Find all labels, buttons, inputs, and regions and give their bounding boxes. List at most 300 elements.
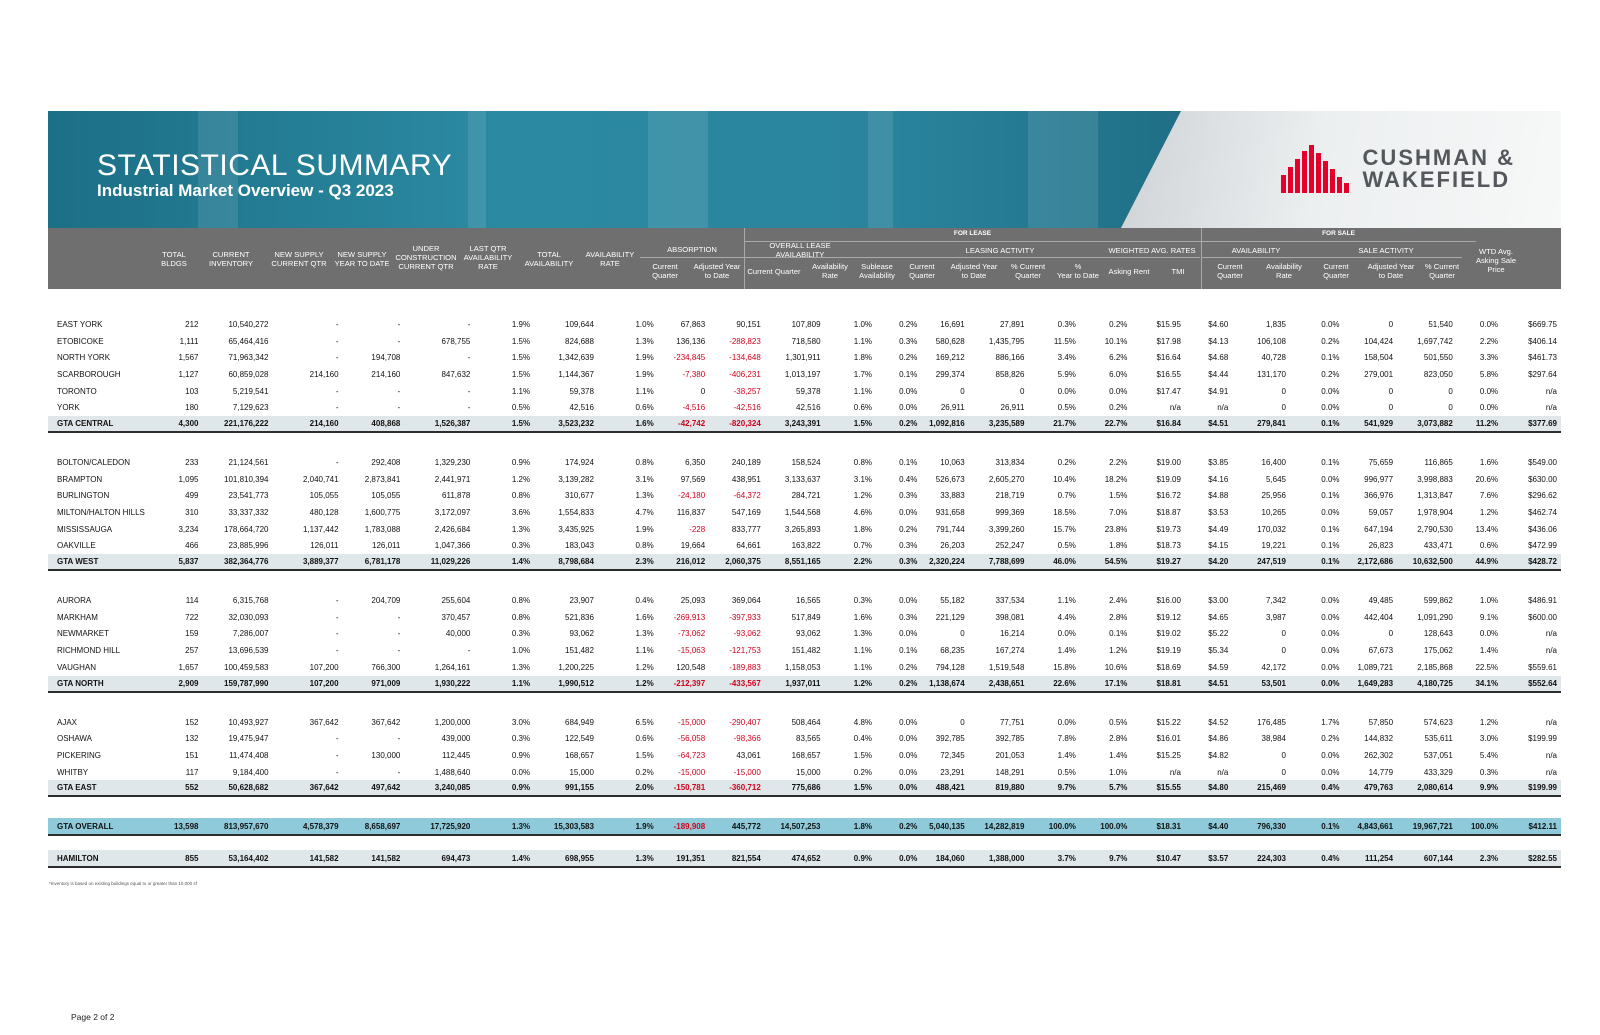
table-cell: 824,688 [565, 336, 594, 346]
page-title: STATISTICAL SUMMARY [97, 149, 453, 182]
table-cell: 7,286,007 [232, 629, 269, 639]
table-cell: 2,438,651 [969, 676, 1029, 692]
table-cell: 1.3% [511, 524, 531, 534]
table-cell: 819,880 [969, 780, 1029, 796]
table-cell: 0.5% [1057, 541, 1076, 551]
table-cell: 168,657 [791, 750, 821, 760]
table-cell: 247,519 [1232, 554, 1290, 570]
table-cell: 221,129 [935, 612, 965, 622]
market-name: GTA NORTH [48, 676, 155, 692]
table-cell: 130,000 [371, 750, 401, 760]
table-cell: 16,691 [940, 319, 965, 329]
table-cell: 1.4% [1057, 646, 1076, 656]
table-cell: n/a [1545, 767, 1557, 777]
table-cell: $199.99 [1528, 734, 1557, 744]
table-cell: -15,000 [678, 717, 706, 727]
table-cell: 0.2% [635, 767, 654, 777]
table-cell: $3.57 [1185, 850, 1232, 867]
table-cell: $15.95 [1156, 319, 1181, 329]
table-cell: $4.88 [1208, 491, 1229, 501]
table-cell: $4.65 [1208, 612, 1229, 622]
table-cell: 1.1% [635, 646, 654, 656]
table-cell: 3.4% [1057, 353, 1076, 363]
table-cell: $297.64 [1528, 369, 1557, 379]
table-cell: 2.3% [598, 554, 658, 570]
table-cell: 3,133,637 [784, 474, 821, 484]
col-wtd-price: WTD Avg. Asking Sale Price [1475, 247, 1517, 274]
table-cell: -73,062 [678, 629, 706, 639]
table-cell: $377.69 [1502, 416, 1561, 432]
table-cell: 2,060,375 [709, 554, 765, 570]
table-cell: 855 [155, 850, 202, 867]
table-cell: 886,166 [995, 353, 1025, 363]
table-cell: 5,645 [1265, 474, 1286, 484]
table-cell: 2.0% [598, 780, 658, 796]
table-cell: 1.5% [825, 780, 876, 796]
table-cell: 255,604 [441, 596, 471, 606]
table-cell: 1,930,222 [404, 676, 474, 692]
table-cell: 0.1% [1290, 818, 1344, 835]
hamilton-row [48, 850, 1561, 867]
table-cell: 1,313,847 [1417, 491, 1453, 501]
table-cell: 1,342,639 [558, 353, 594, 363]
table-cell: 0 [960, 629, 965, 639]
table-cell: 0.7% [853, 541, 872, 551]
table-cell: 9,184,400 [232, 767, 269, 777]
table-cell: 8,551,165 [765, 554, 825, 570]
table-cell: 184,060 [921, 850, 968, 867]
table-cell: $486.91 [1528, 596, 1557, 606]
table-cell: 574,623 [1423, 717, 1453, 727]
table-cell: 176,485 [1257, 717, 1286, 727]
col-abs-current: Current Quarter [652, 262, 678, 280]
col-sa-rate: Availability Rate [1266, 262, 1302, 280]
table-cell: 13.4% [1475, 524, 1499, 534]
table-cell: 1.8% [853, 353, 872, 363]
table-cell: 0.0% [899, 750, 918, 760]
table-cell: 65,464,416 [228, 336, 269, 346]
table-cell: 0 [1281, 629, 1286, 639]
table-cell: 16,400 [1261, 457, 1286, 467]
table-cell: -15,000 [678, 767, 706, 777]
table-cell: 117 [185, 767, 199, 777]
table-cell: 0.5% [1057, 403, 1076, 413]
table-row [48, 609, 1561, 626]
table-cell: 17.1% [1080, 676, 1131, 692]
table-cell: 1.3% [598, 850, 658, 867]
table-row [48, 747, 1561, 764]
table-cell: 694,473 [404, 850, 474, 867]
table-cell: 104,424 [1364, 336, 1394, 346]
table-cell: 0.0% [899, 508, 918, 518]
table-cell: 718,580 [791, 336, 821, 346]
table-cell: 11.5% [1053, 336, 1076, 346]
table-cell: 19,475,947 [228, 734, 269, 744]
table-cell: 3,243,391 [765, 416, 825, 432]
table-cell: 0.9% [511, 750, 531, 760]
table-cell: 0 [1388, 403, 1394, 413]
table-cell: 32,030,093 [228, 612, 269, 622]
table-cell: 25,093 [680, 596, 706, 606]
table-cell: 2,790,530 [1417, 524, 1453, 534]
table-cell: -64,723 [678, 750, 706, 760]
spacer-cell [48, 570, 1561, 592]
table-cell: 107,200 [309, 662, 339, 672]
table-cell: 1.0% [635, 319, 654, 329]
table-cell: 1.8% [853, 524, 872, 534]
table-cell: 49,485 [1368, 596, 1394, 606]
table-cell: - [397, 629, 401, 639]
table-cell: 4,180,725 [1397, 676, 1457, 692]
table-cell: 813,957,670 [202, 818, 272, 835]
region-total-row [48, 780, 1561, 796]
table-cell: 611,878 [442, 491, 471, 501]
table-cell: 4.6% [853, 508, 872, 518]
table-cell: 2,426,684 [434, 524, 471, 534]
table-cell: $4.86 [1208, 734, 1229, 744]
table-cell: 93,062 [796, 629, 821, 639]
table-cell: 44.9% [1457, 554, 1502, 570]
table-cell: 1.3% [853, 629, 872, 639]
table-cell: 438,951 [731, 474, 761, 484]
table-cell: 1,047,366 [434, 541, 471, 551]
market-name: MISSISSAUGA [57, 524, 113, 534]
table-cell: 1.1% [511, 386, 531, 396]
table-cell: -288,823 [729, 336, 761, 346]
table-cell: $4.91 [1208, 386, 1229, 396]
col-ol-current: Current Quarter [747, 267, 801, 276]
table-cell: 0.3% [899, 612, 918, 622]
table-cell: 684,949 [565, 717, 594, 727]
table-cell: 0.0% [1321, 596, 1340, 606]
table-cell: $406.14 [1528, 336, 1557, 346]
table-cell: 116,837 [676, 508, 706, 518]
table-cell: 215,469 [1232, 780, 1290, 796]
table-cell: 5.7% [1080, 780, 1131, 796]
table-cell: 0.0% [1479, 386, 1499, 396]
col-tmi: TMI [1171, 267, 1185, 276]
table-cell: 9.9% [1457, 780, 1502, 796]
table-cell: 152 [185, 717, 199, 727]
table-cell: 1,519,548 [988, 662, 1025, 672]
table-cell: - [335, 646, 339, 656]
sale-availability-group: AVAILABILITY [1231, 246, 1281, 255]
table-cell: $15.55 [1131, 780, 1185, 796]
table-cell: $3.00 [1208, 596, 1229, 606]
table-cell: 442,404 [1364, 612, 1394, 622]
table-cell: 0.0% [1321, 646, 1340, 656]
table-cell: 0.0% [1321, 403, 1340, 413]
table-cell: 1.5% [1109, 491, 1128, 501]
table-cell: - [397, 734, 401, 744]
table-cell: 1.1% [1057, 596, 1076, 606]
table-cell: -234,845 [673, 353, 706, 363]
column-header [48, 228, 1561, 289]
table-cell: n/a [1545, 750, 1557, 760]
table-cell: 0.0% [1290, 676, 1344, 692]
table-cell: 71,963,342 [228, 353, 269, 363]
table-cell: 0 [1448, 403, 1453, 413]
table-cell: 0.0% [899, 596, 918, 606]
market-name: GTA EAST [48, 780, 155, 796]
table-cell: 3,240,085 [404, 780, 474, 796]
table-cell: 46.0% [1028, 554, 1079, 570]
table-cell: $16.64 [1156, 353, 1181, 363]
table-cell: 141,582 [273, 850, 343, 867]
table-cell: $4.16 [1208, 474, 1229, 484]
table-cell: 180 [185, 403, 199, 413]
table-cell: 3,523,232 [534, 416, 598, 432]
table-cell: 1,095 [178, 474, 199, 484]
table-cell: 7,788,699 [969, 554, 1029, 570]
table-cell: 18.2% [1104, 474, 1128, 484]
table-cell: 33,337,332 [228, 508, 269, 518]
table-cell: n/a [1545, 403, 1557, 413]
table-cell: 0.0% [1321, 386, 1340, 396]
table-cell: 1.6% [853, 612, 872, 622]
brand-line-2: WAKEFIELD [1362, 167, 1511, 192]
table-cell: 678,755 [441, 336, 471, 346]
table-cell: 9.1% [1479, 612, 1499, 622]
table-cell: 2,909 [155, 676, 202, 692]
table-cell: 15.7% [1053, 524, 1076, 534]
table-cell: 136,136 [676, 336, 706, 346]
table-cell: 4,578,379 [273, 818, 343, 835]
table-cell: 1.3% [511, 662, 531, 672]
table-cell: 3.1% [635, 474, 654, 484]
table-row [48, 521, 1561, 538]
table-cell: 2,320,224 [921, 554, 968, 570]
table-cell: 499 [185, 491, 199, 501]
region-total-row [48, 554, 1561, 570]
table-cell: 23,907 [569, 596, 594, 606]
table-cell: -150,781 [658, 780, 709, 796]
table-cell: 252,247 [995, 541, 1025, 551]
table-cell: $18.87 [1156, 508, 1181, 518]
table-cell: 1,544,568 [784, 508, 821, 518]
table-cell: 7.8% [1057, 734, 1076, 744]
table-row [48, 730, 1561, 747]
table-cell: 19,664 [680, 541, 706, 551]
table-cell: - [397, 767, 401, 777]
sale-activity-group: SALE ACTIVITY [1358, 246, 1414, 255]
table-cell: 0.1% [1321, 524, 1340, 534]
table-cell: $5.34 [1208, 646, 1229, 656]
table-cell: 26,203 [940, 541, 965, 551]
table-cell: 100,459,583 [224, 662, 269, 672]
table-cell: 310 [185, 508, 199, 518]
table-cell: 3,139,282 [558, 474, 594, 484]
table-cell: 1,329,230 [434, 457, 471, 467]
table-cell: - [335, 612, 339, 622]
table-cell: 4.7% [635, 508, 654, 518]
col-sl-pct: % Current Quarter [1424, 262, 1460, 280]
table-cell: 3,998,883 [1417, 474, 1453, 484]
table-cell: - [467, 386, 471, 396]
table-cell: 433,329 [1423, 767, 1453, 777]
table-cell: 4,843,661 [1344, 818, 1398, 835]
table-cell: -269,913 [673, 612, 706, 622]
table-cell: 42,516 [796, 403, 821, 413]
absorption-group: ABSORPTION [667, 245, 717, 254]
table-cell: 183,043 [565, 541, 594, 551]
table-cell: 10.1% [1104, 336, 1128, 346]
table-cell: 0.0% [1321, 767, 1340, 777]
market-name: GTA OVERALL [48, 818, 155, 835]
table-cell: 0.3% [511, 541, 531, 551]
table-cell: -42,742 [658, 416, 709, 432]
overall-lease-group: OVERALL LEASE AVAILABILITY [769, 241, 831, 259]
table-cell: 698,955 [534, 850, 598, 867]
for-lease-label: FOR LEASE [953, 230, 992, 237]
table-cell: 501,550 [1423, 353, 1453, 363]
table-cell: $19.02 [1156, 629, 1181, 639]
table-cell: 310,677 [565, 491, 594, 501]
table-cell: 433,471 [1423, 541, 1453, 551]
table-cell: 151 [185, 750, 199, 760]
table-cell: $19.09 [1156, 474, 1181, 484]
market-name: OAKVILLE [57, 541, 96, 551]
table-cell: 1.6% [598, 416, 658, 432]
table-cell: - [397, 403, 401, 413]
table-cell: 0.2% [899, 524, 918, 534]
table-cell: 0.2% [876, 676, 921, 692]
table-cell: 1.4% [474, 554, 534, 570]
table-cell: 214,160 [371, 369, 401, 379]
table-cell: - [467, 353, 471, 363]
table-cell: 0.2% [899, 353, 918, 363]
table-cell: 775,686 [765, 780, 825, 796]
table-cell: $552.64 [1502, 676, 1561, 692]
table-cell: 2,185,868 [1417, 662, 1453, 672]
table-cell: $18.81 [1131, 676, 1185, 692]
col-availability-rate: AVAILABILITY RATE [585, 250, 635, 268]
col-total-availability: TOTAL AVAILABILITY [524, 250, 574, 268]
table-cell: 1,835 [1265, 319, 1286, 329]
table-cell: 112,445 [442, 750, 471, 760]
table-cell: 1.2% [598, 676, 658, 692]
table-cell: 1,937,011 [765, 676, 825, 692]
table-cell: - [397, 612, 401, 622]
table-cell: 1.1% [635, 386, 654, 396]
table-cell: 398,081 [995, 612, 1025, 622]
table-cell: -24,180 [678, 491, 706, 501]
table-cell: 833,777 [731, 524, 761, 534]
table-cell: n/a [1545, 386, 1557, 396]
table-cell: 57,850 [1368, 717, 1394, 727]
table-cell: 3,399,260 [988, 524, 1025, 534]
table-cell: 0.1% [1321, 353, 1340, 363]
brand-wordmark [1363, 147, 1515, 191]
decor-beam [468, 111, 486, 228]
table-cell: 224,303 [1232, 850, 1290, 867]
table-cell: 3.3% [1479, 353, 1499, 363]
decor-beam [648, 111, 708, 228]
table-cell: 821,554 [709, 850, 765, 867]
table-cell: 0.4% [1290, 780, 1344, 796]
table-cell: 0.4% [1290, 850, 1344, 867]
table-cell: 1.2% [853, 491, 872, 501]
table-cell: 126,011 [310, 541, 339, 551]
table-cell: 541,929 [1344, 416, 1398, 432]
table-cell: 1,488,640 [434, 767, 471, 777]
table-cell: 100.0% [1028, 818, 1079, 835]
table-cell: $4.51 [1185, 416, 1232, 432]
table-cell: 1.3% [635, 491, 654, 501]
table-cell: 382,364,776 [202, 554, 272, 570]
table-cell: $3.53 [1208, 508, 1229, 518]
table-cell: 5.4% [1479, 750, 1499, 760]
table-cell: 1,091,290 [1417, 612, 1453, 622]
table-cell: 158,504 [1364, 353, 1394, 363]
divider [1201, 241, 1476, 242]
row-spacer [48, 796, 1561, 818]
table-row [48, 488, 1561, 505]
table-cell: 367,642 [309, 717, 339, 727]
table-cell: 3,073,882 [1397, 416, 1457, 432]
table-cell: -406,231 [729, 369, 761, 379]
table-cell: 1.5% [511, 369, 531, 379]
table-cell: $4.68 [1208, 353, 1229, 363]
table-cell: 0 [1448, 386, 1453, 396]
table-cell: 0.1% [899, 369, 918, 379]
table-cell: 0.0% [899, 403, 918, 413]
table-cell: 159 [185, 629, 199, 639]
table-cell: 1.3% [635, 336, 654, 346]
table-cell: 1.0% [853, 319, 872, 329]
table-cell: $19.73 [1156, 524, 1181, 534]
table-cell: 59,378 [569, 386, 594, 396]
table-cell: 1.9% [635, 524, 654, 534]
table-cell: 0.2% [1321, 734, 1340, 744]
table-cell: 0.0% [876, 780, 921, 796]
table-cell: $549.00 [1528, 457, 1557, 467]
market-name: BRAMPTON [57, 474, 103, 484]
market-name: TORONTO [57, 386, 97, 396]
table-cell: 120,548 [676, 662, 706, 672]
col-sublease: Sublease Availability [859, 262, 895, 280]
table-cell: 1,264,161 [434, 662, 471, 672]
footnote: *Inventory is based on existing buildings equal to or greater than 10,000 sf [49, 881, 197, 886]
table-cell: 3,435,925 [558, 524, 594, 534]
table-cell: 1.1% [853, 646, 872, 656]
page-subtitle: Industrial Market Overview - Q3 2023 [97, 181, 394, 200]
table-cell: -189,908 [658, 818, 709, 835]
table-cell: 64,661 [736, 541, 761, 551]
col-ol-rate: Availability Rate [812, 262, 848, 280]
table-cell: 0.0% [1479, 403, 1499, 413]
table-cell: $15.22 [1156, 717, 1181, 727]
table-cell: 599,862 [1423, 596, 1453, 606]
table-cell: 1.8% [825, 818, 876, 835]
table-cell: $4.80 [1185, 780, 1232, 796]
col-la-pct-ytd: % Year to Date [1057, 262, 1099, 280]
table-cell: 15,000 [569, 767, 594, 777]
table-cell: 59,378 [796, 386, 821, 396]
spacer-cell [48, 432, 1561, 454]
table-cell: 10.4% [1053, 474, 1076, 484]
table-cell: 0.8% [511, 596, 531, 606]
market-name: ETOBICOKE [57, 336, 104, 346]
table-cell: 1,526,387 [404, 416, 474, 432]
table-cell: 2.4% [1109, 596, 1128, 606]
table-cell: 6,350 [685, 457, 706, 467]
table-cell: - [335, 319, 339, 329]
market-name: AURORA [57, 596, 92, 606]
table-cell: $4.82 [1208, 750, 1229, 760]
table-cell: -820,324 [709, 416, 765, 432]
table-cell: 2.2% [1109, 457, 1128, 467]
